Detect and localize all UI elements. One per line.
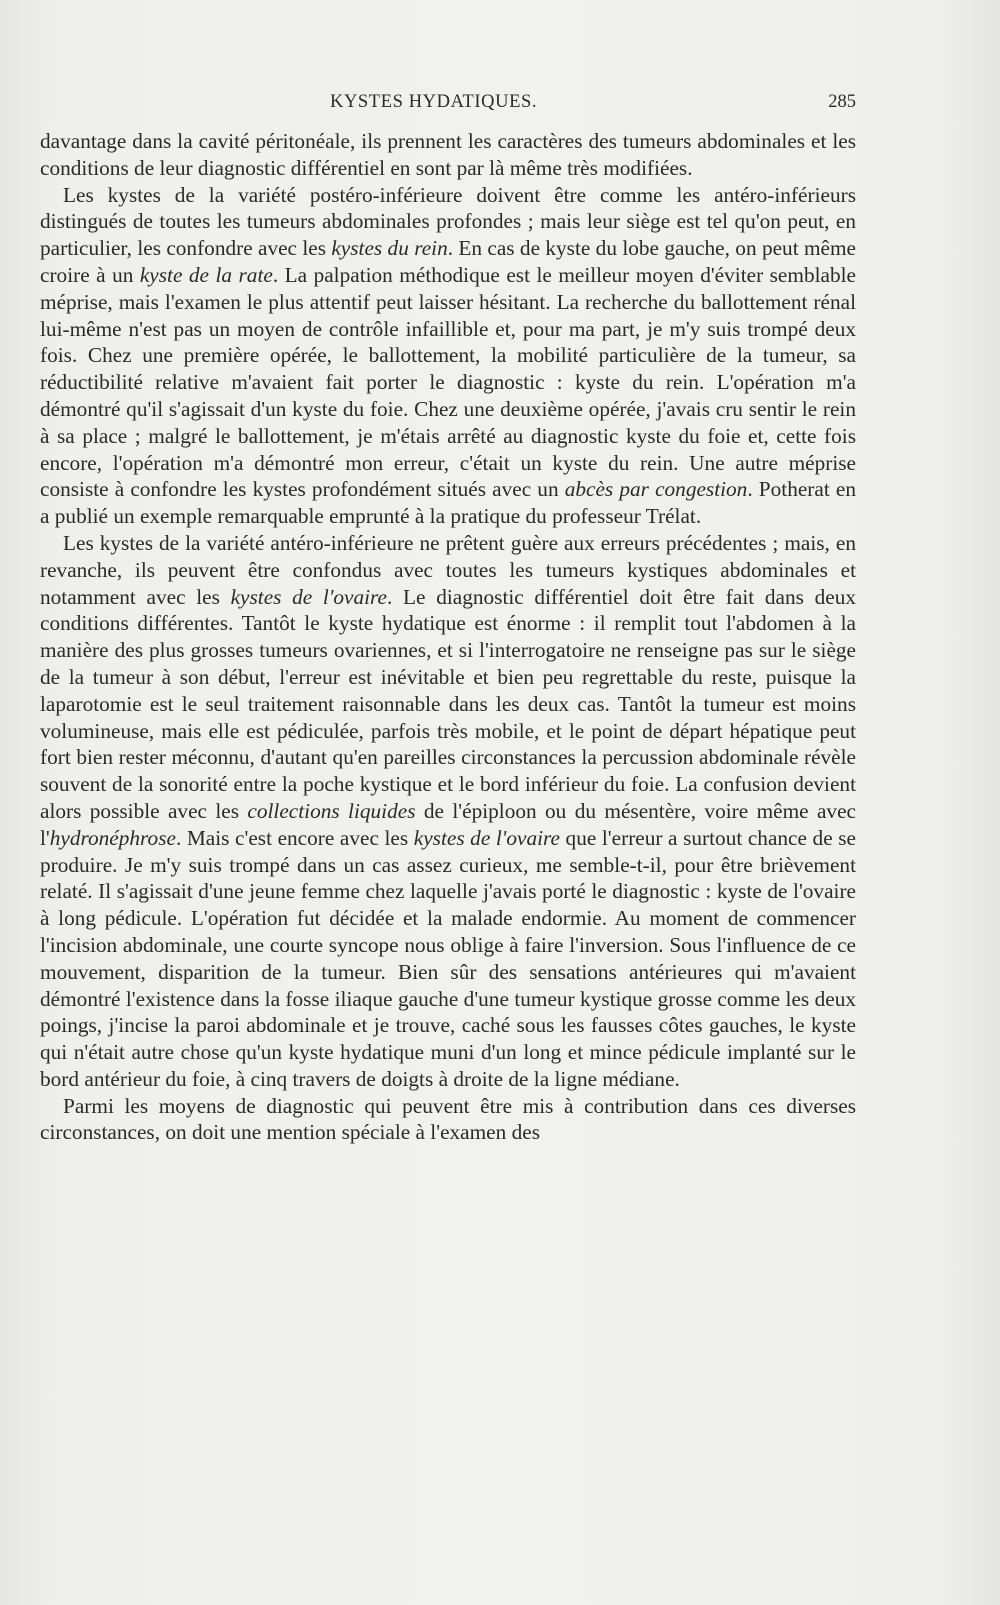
paragraph — [40, 182, 856, 530]
text-run: . La palpation méthodique est le meilleur moyen d'éviter semblable méprise, mais l'examen le plus attentif peut laisser hésitant. La recherche du ballottement rénal lui-même n'est pas un moyen de contrôle infaillible et, pour ma part, je m'y suis trompé deux fois. Chez une première opérée, le ballottement, la mobilité particulière de la tumeur, sa réductibilité relative m'avaient fait porter le diagnostic : kyste du rein. L'opération m'a démontré qu'il s'agissait d'un kyste du foie. Chez une deuxième opérée, j'avais cru sentir le rein à sa place ; malgré le ballottement, je m'étais arrêté au diagnostic kyste du foie et, cette fois encore, l'opération m'a démontré mon erreur, c'était un kyste du rein. Une autre méprise consiste à confondre les kystes profondément situés avec un — [40, 262, 856, 502]
italic-term: kyste de la rate — [139, 262, 273, 287]
text-run: Les kystes de la variété postéro-inférieure doivent être comme les antéro-inférieurs distingués de toutes les tumeurs abdominales profondes ; mais leur siège est tel qu'on peut, en particulier, les confondre avec les — [40, 182, 856, 261]
text-run: . Mais c'est encore avec les — [175, 825, 414, 850]
page-number: 285 — [828, 92, 856, 112]
page-header — [40, 92, 856, 122]
text-run: . Potherat en a publié un exemple remarquable emprunté à la pratique du professeur Trélat. — [40, 477, 856, 529]
text-run: . En cas de kyste du lobe gauche, on peut même croire à un — [40, 236, 856, 287]
text-run: de l'épiploon ou du mésentère, voire même avec l' — [40, 798, 856, 850]
italic-term: abcès par congestion — [564, 477, 748, 502]
text-run: davantage dans la cavité péritonéale, ils prennent les caractères des tumeurs abdominales et les conditions de leur diagnostic différentiel en sont par là même très modifiées. — [40, 129, 856, 180]
text-run: Les kystes de la variété antéro-inférieure ne prêtent guère aux erreurs précédentes ; mais, en revanche, ils peuvent être confondus avec toutes les tumeurs kystiques abdominales et notamment avec les — [40, 530, 856, 609]
body-text — [40, 128, 856, 1146]
text-run: que l'erreur a surtout chance de se produire. Je m'y suis trompé dans un cas assez curieux, me semble-t-il, pour être brièvement relaté. Il s'agissait d'une jeune femme chez laquelle j'avais porté le diagnostic : kyste de l'ovaire à long pédicule. L'opération fut décidée et la malade endormie. Au moment de commencer l'incision abdominale, une courte syncope nous oblige à faire l'inversion. Sous l'influence de ce mouvement, disparition de la tumeur. Bien sûr des sensations antérieures qui m'avaient démontré l'existence dans la fosse iliaque gauche d'une tumeur kystique grosse comme les deux poings, j'incise la paroi abdominale et je trouve, caché sous les fausses côtes gauches, le kyste qui n'était autre chose qu'un kyste hydatique muni d'un long et mince pédicule implanté sur le bord antérieur du foie, à cinq travers de doigts à droite de la ligne médiane. — [40, 825, 856, 1091]
italic-term: kystes de l'ovaire — [230, 584, 388, 609]
paragraph — [40, 1093, 856, 1147]
italic-term: kystes du rein — [331, 236, 448, 261]
italic-term: kystes de l'ovaire — [413, 825, 560, 850]
italic-term: hydronéphrose — [49, 825, 176, 850]
running-title: KYSTES HYDATIQUES. — [330, 92, 538, 112]
text-run: Parmi les moyens de diagnostic qui peuvent être mis à contribution dans ces diverses circonstances, on doit une mention spéciale à l'examen des — [40, 1093, 856, 1145]
text-run: . Le diagnostic différentiel doit être fait dans deux conditions différentes. Tantôt le kyste hydatique est énorme : il remplit tout l'abdomen à la manière des plus grosses tumeurs ovariennes, et si l'interrogatoire ne renseigne pas sur le siège de la tumeur à son début, l'erreur est inévitable et bien peu regrettable du reste, puisque la laparotomie est le seul traitement raisonnable dans les deux cas. Tantôt la tumeur est moins volumineuse, mais elle est pédiculée, parfois très mobile, et le point de départ hépatique peut fort bien rester méconnu, d'autant qu'en pareilles circonstances la percussion abdominale révèle souvent de la sonorité entre la poche kystique et le bord inférieur du foie. La confusion devient alors possible avec les — [40, 584, 856, 823]
italic-term: collections liquides — [247, 798, 416, 823]
paragraph — [40, 530, 856, 1093]
paragraph — [40, 128, 856, 182]
